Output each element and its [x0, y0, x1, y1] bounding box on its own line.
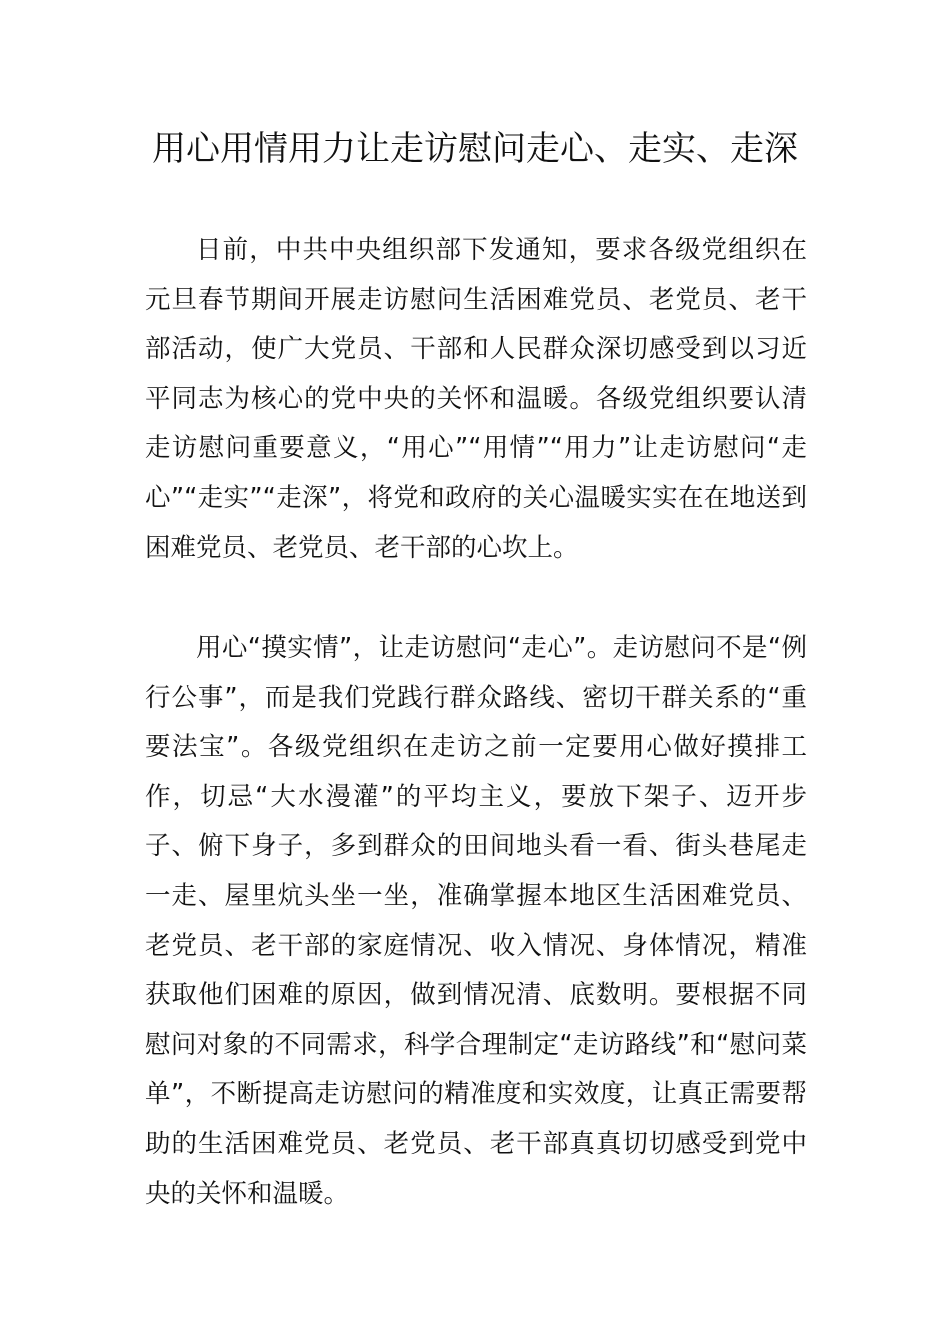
- paragraph-body: 用心“摸实情”，让走访慰问“走心”。走访慰问不是“例行公事”，而是我们党践行群众路线、密切干群关系的“重要法宝”。各级党组织在走访之前一定要用心做好摸排工作，切忌“大水漫灌”的平均主义，要放下架子、迈开步子、俯下身子，多到群众的田间地头看一看、街头巷尾走一走、屋里炕头坐一坐，准确掌握本地区生活困难党员、老党员、老干部的家庭情况、收入情况、身体情况，精准获取他们困难的原因，做到情况清、底数明。要根据不同慰问对象的不同需求，科学合理制定“走访路线”和“慰问菜单”，不断提高走访慰问的精准度和实效度，让真正需要帮助的生活困难党员、老党员、老干部真真切切感受到党中央的关怀和温暖。: [145, 633, 807, 1209]
- document-title: 用心用情用力让走访慰问走心、走实、走深: [152, 129, 798, 169]
- paragraph-intro: 日前，中共中央组织部下发通知，要求各级党组织在元旦春节期间开展走访慰问生活困难党员、老党员、老干部活动，使广大党员、干部和人民群众深切感受到以习近平同志为核心的党中央的关怀和温暖。各级党组织要认清走访慰问重要意义，“用心”“用情”“用力”让走访慰问“走心”“走实”“走深”，将党和政府的关心温暖实实在在地送到困难党员、老党员、老干部的心坎上。: [145, 235, 807, 563]
